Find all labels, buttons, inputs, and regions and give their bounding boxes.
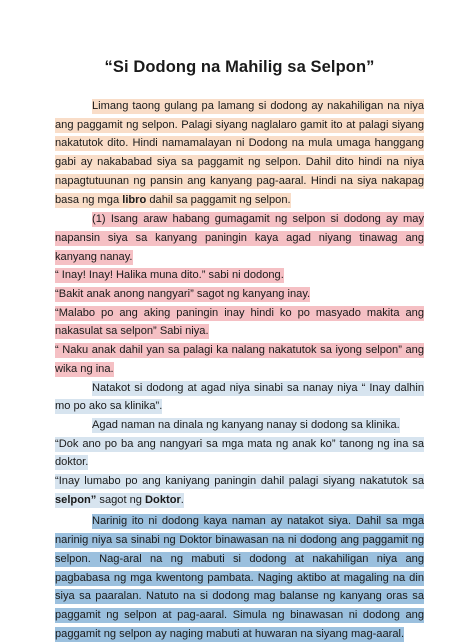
dialogue-line	[55, 285, 424, 304]
dialogue-line	[55, 435, 424, 472]
doctor-answer-mid: sagot ng	[96, 493, 146, 506]
highlight-red: “Malabo po ang aking paningin inay hindi ko po masyado makita ang nakasulat sa selpon” Sabi niya.	[55, 306, 424, 338]
highlight-blue: Narinig ito ni dodong kaya naman ay natakot siya. Dahil sa mga narinig niya sa sinabi ng Doktor binawasan na ni dodong ang paggamit ng selpon. Nag-aral na ng mabuti si dodong at nakahiligan niya ang pagbabasa ng mga kwentong pambata. Naging aktibo at magaling na din siya sa paaralan. Natuto na si dodong mag balanse ng kanyang oras sa paggamit ng selpon at pag-aaral. Simula ng binawasan ni dodong ang paggamit ng selpon ay naging mabuti at huwaran na siyang mag-aaral.	[55, 515, 424, 640]
highlight-light-blue: Natakot si dodong at agad niya sinabi sa nanay niya “ Inay dalhin mo po ako sa klinika”.	[55, 381, 424, 413]
intro-text-end: dahil sa paggamit ng selpon.	[146, 193, 291, 206]
paragraph-intro	[55, 97, 424, 209]
story-title: “Si Dodong na Mahilig sa Selpon”	[104, 58, 375, 76]
highlight-red: “ Naku anak dahil yan sa palagi ka nalang nakatutok sa iyong selpon” ang wika ng ina.	[55, 344, 424, 375]
intro-text: Limang taong gulang pa lamang si dodong ay nakahiligan na niya ang paggamit ng selpon. Palagi siyang naglalaro gamit ito at palagi siyang nakatutok dito. Hindi namamalayan ni Dodong na mula umaga hanggang gabi ay nakababad siya sa paggamit ng selpon. Dahil dito hindi na niya napagtutuunan ng pansin ang kanyang pag-aaral. Hindi na siya nakapag basa ng mga	[55, 100, 424, 206]
highlight-red: “ Inay! Inay! Halika muna dito.” sabi ni dodong.	[55, 269, 284, 282]
dialogue-line	[55, 341, 424, 378]
highlight-light-blue: “Dok ano po ba ang nangyari sa mga mata ng anak ko” tanong ng ina sa doktor.	[55, 437, 424, 469]
highlight-red: “Bakit anak anong nangyari” sagot ng kanyang inay.	[55, 288, 311, 301]
bold-word-doktor: Doktor	[145, 493, 181, 506]
story-body	[55, 97, 424, 643]
highlight-orange	[55, 99, 424, 208]
dialogue-line	[55, 472, 424, 509]
doctor-answer-text: “Inay lumabo po ang kaniyang paningin dahil palagi siyang nakatutok sa	[55, 475, 424, 488]
dialogue-line	[55, 266, 424, 285]
highlight-light-blue	[55, 474, 424, 508]
dialogue-line	[55, 304, 424, 341]
bold-word-libro: libro	[122, 193, 147, 206]
bold-word-selpon: selpon”	[55, 493, 97, 506]
paragraph-fear	[55, 379, 424, 416]
doctor-answer-end: .	[180, 493, 184, 506]
highlight-light-blue: Agad naman na dinala ng kanyang nanay si dodong sa klinika.	[92, 418, 400, 431]
paragraph-event	[55, 210, 424, 266]
highlight-red: (1) Isang araw habang gumagamit ng selpon si dodong ay may napansin siya sa kanyang paningin kaya agad niyang tinawag ang kanyang nanay.	[55, 213, 424, 263]
paragraph-conclusion	[55, 512, 424, 643]
paragraph-clinic	[55, 416, 424, 435]
